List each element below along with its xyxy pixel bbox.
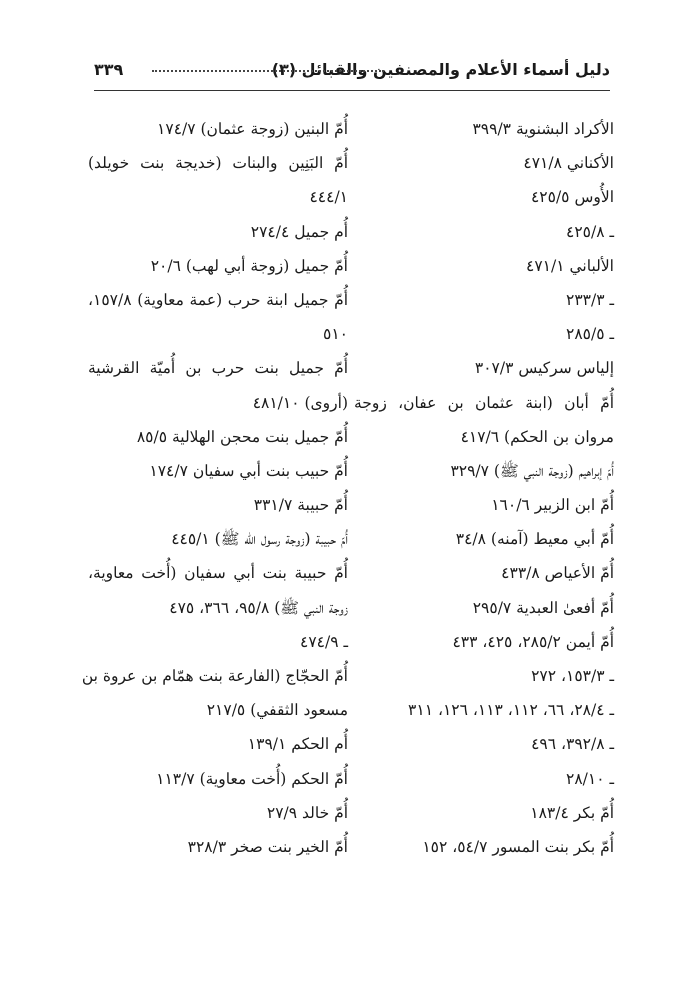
index-entry-continuation: مسعود الثقفي) ٢١٧/٥ (206, 701, 348, 720)
index-entry: ـ ٢٨٥/٥ (566, 325, 614, 344)
index-entry: أُمّ إبراهيم (زوجة النبي ﷺ) ٣٢٩/٧ (450, 461, 614, 480)
running-title: دليل أسماء الأعلام والمصنفين والقبائل (٣) (271, 60, 610, 79)
index-entry-continuation: ٥١٠ (323, 325, 348, 344)
index-entry: ـ ٢٨/١٠ (566, 769, 614, 788)
index-entry: ـ ٢٣٣/٣ (566, 290, 614, 309)
index-entry: أُمّ بكر ١٨٣/٤ (530, 803, 614, 822)
index-entry: الأكناني ٤٧١/٨ (523, 154, 614, 173)
index-entry-continuation: ٤٤٤/١ (309, 188, 348, 207)
index-entry-continuation: زوجة النبي ﷺ) ٩٥/٨، ٣٦٦، ٤٧٥ (169, 598, 348, 617)
index-entry: أُمّ جميل بنت حرب بن أُميّة القرشية (88, 359, 348, 378)
index-entry: أُمّ الأعياص ٤٣٣/٨ (501, 564, 614, 583)
index-entry: أُمّ الخير بنت صخر ٣٢٨/٣ (187, 837, 348, 856)
index-entry: أُمّ أفعىٰ العبدية ٢٩٥/٧ (472, 598, 614, 617)
index-entry: الألباني ٤٧١/١ (526, 256, 614, 275)
index-entry: أُمّ الحجّاج (الفارعة بنت همّام بن عروة بن (81, 667, 348, 685)
index-entry: أُمّ جميل بنت محجن الهلالية ٨٥/٥ (136, 427, 348, 446)
index-entry: أُمّ حبيب بنت أبي سفيان ١٧٤/٧ (149, 461, 348, 480)
index-entry: أُم جميل ٢٧٤/٤ (250, 222, 348, 241)
index-entry: أُمّ جميل ابنة حرب (عمة معاوية) ١٥٧/٨، (88, 290, 348, 309)
index-entry: أُمّ جميل (زوجة أبي لهب) ٢٠/٦ (150, 256, 348, 275)
header-rule (94, 90, 610, 91)
index-entry: أُمّ خالد ٢٧/٩ (266, 803, 348, 822)
index-entry: ـ ٢٨/٤، ٦٦، ١١٢، ١١٣، ١٢٦، ٣١١ (408, 701, 614, 720)
index-entry: أُمّ أبي معيط (آمنه) ٣٤/٨ (455, 530, 614, 549)
index-entry: أُمّ الحكم (أُخت معاوية) ١١٣/٧ (156, 769, 348, 788)
index-entry: أُمّ بكر بنت المسور ٥٤/٧، ١٥٢ (422, 837, 614, 856)
index-entry: ـ ٤٢٥/٨ (566, 222, 614, 241)
index-entry: ـ ١٥٣/٣، ٢٧٢ (531, 667, 614, 685)
index-column-right (354, 112, 614, 864)
index-entry: إلياس سركيس ٣٠٧/٣ (474, 359, 614, 378)
index-entry: أُمّ أبان (ابنة عثمان بن عفان، زوجة (354, 393, 614, 412)
index-entry: أُمّ حبيبة (زوجة رسول الله ﷺ) ٤٤٥/١ (171, 530, 348, 549)
running-header (94, 60, 610, 84)
index-entry-continuation: مروان بن الحكم) ٤١٧/٦ (460, 427, 614, 446)
index-entry: ـ ٣٩٢/٨، ٤٩٦ (531, 735, 614, 754)
index-entry: أُمّ حبيبة ٣٣١/٧ (253, 496, 348, 515)
index-entry: أُم الحكم ١٣٩/١ (247, 735, 348, 754)
index-entry-continuation: (أروى) ٤٨١/١٠ (252, 393, 348, 412)
index-entry: الأُوس ٤٢٥/٥ (530, 188, 614, 207)
index-entry: ـ ٤٧٤/٩ (300, 632, 348, 651)
leader-dots (152, 70, 384, 72)
index-entry: أُمّ أيمن ٢٨٥/٢، ٤٢٥، ٤٣٣ (452, 632, 614, 651)
index-entry: أُمّ ابن الزبير ١٦٠/٦ (491, 496, 614, 515)
index-entry: أُمّ البَنِين والبنات (خديجة بنت خويلد) (88, 154, 348, 173)
page-number: ٣٣٩ (94, 60, 124, 79)
index-entry: الأكراد البشنوية ٣٩٩/٣ (472, 120, 614, 138)
index-entry: أُمّ البنين (زوجة عثمان) ١٧٤/٧ (157, 120, 348, 138)
index-entry: أُمّ حبيبة بنت أبي سفيان (أُخت معاوية، (88, 564, 348, 583)
index-column-left (81, 112, 348, 864)
